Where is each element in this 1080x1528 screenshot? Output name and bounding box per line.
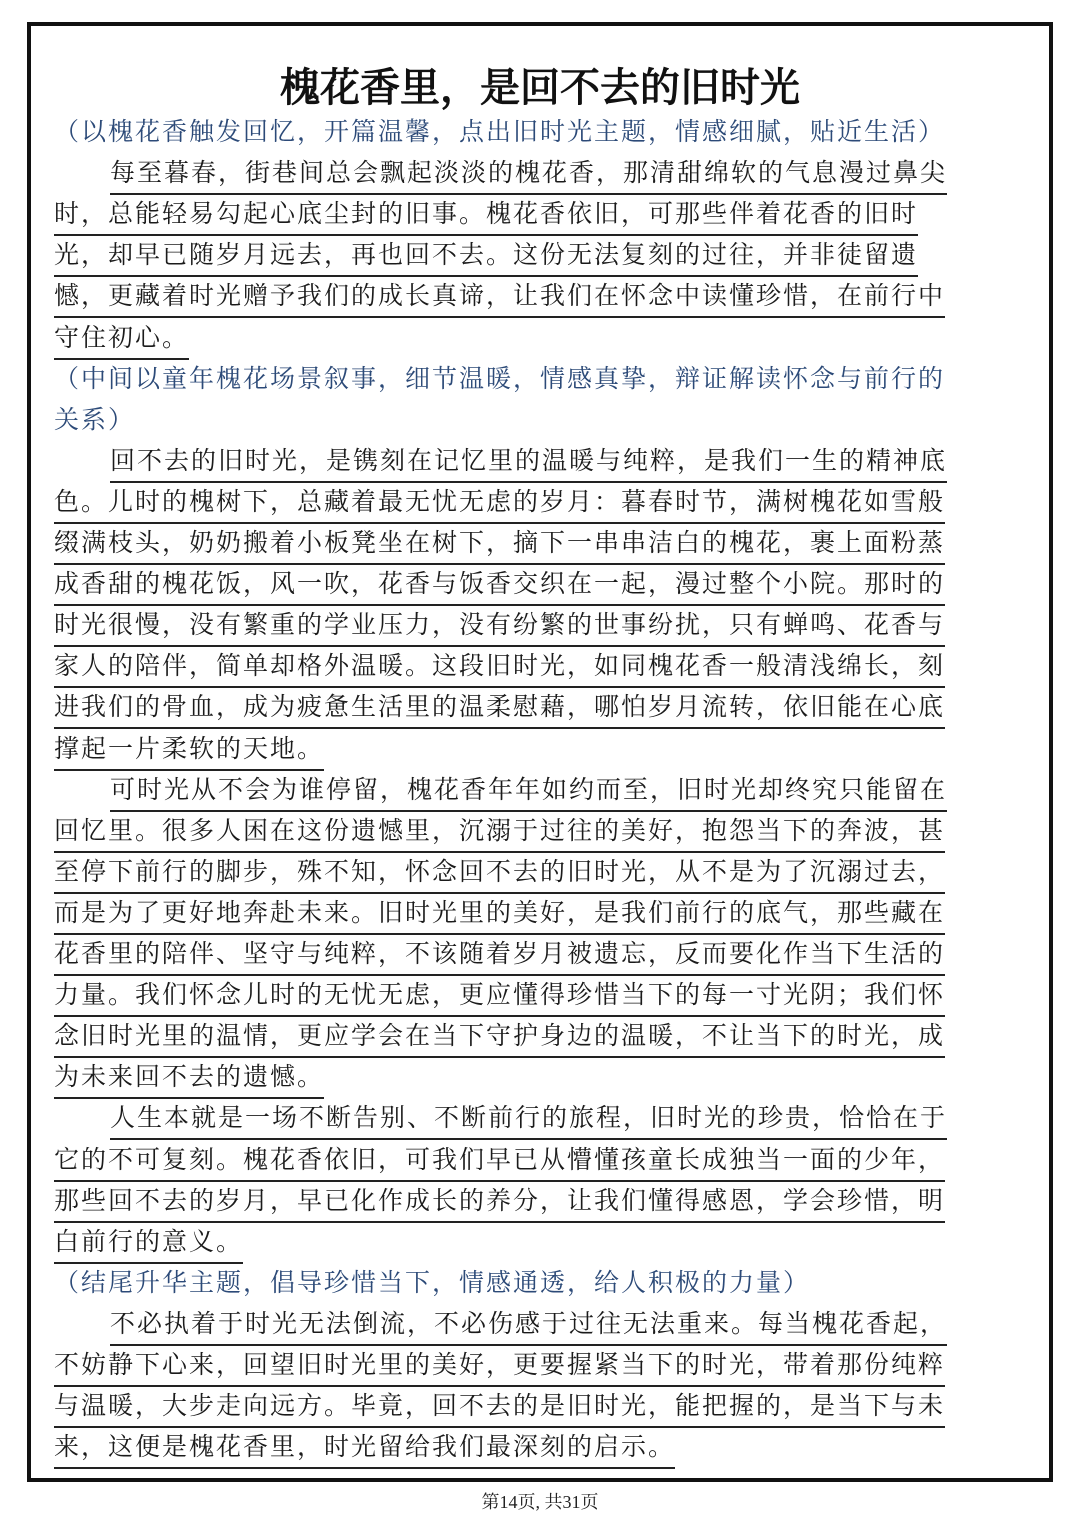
essay-line: 缀满枝头，奶奶搬着小板凳坐在树下，摘下一串串洁白的槐花，裹上面粉蒸 xyxy=(54,523,945,565)
essay-line: 时光很慢，没有繁重的学业压力，没有纷繁的世事纷扰，只有蝉鸣、花香与 xyxy=(54,605,945,647)
essay-line: 进我们的骨血，成为疲惫生活里的温柔慰藉，哪怕岁月流转，依旧能在心底 xyxy=(54,687,945,729)
essay-line: 不妨静下心来，回望旧时光里的美好，更要握紧当下的时光，带着那份纯粹 xyxy=(54,1345,945,1387)
annotation-line: （以槐花香触发回忆，开篇温馨，点出旧时光主题，情感细腻，贴近生活） xyxy=(54,117,946,146)
essay-line: 来，这便是槐花香里，时光留给我们最深刻的启示。 xyxy=(54,1427,675,1469)
essay-line: 家人的陪伴，简单却格外温暖。这段旧时光，如同槐花香一般清浅绵长，刻 xyxy=(54,646,945,688)
essay-line: 成香甜的槐花饭，风一吹，花香与饭香交织在一起，漫过整个小院。那时的 xyxy=(54,564,945,606)
essay-title: 槐花香里，是回不去的旧时光 xyxy=(280,65,800,111)
essay-line: 而是为了更好地奔赴未来。旧时光里的美好，是我们前行的底气，那些藏在 xyxy=(54,893,945,935)
essay-line: 不必执着于时光无法倒流，不必伤感于过往无法重来。每当槐花香起， xyxy=(110,1304,947,1346)
essay-line: 时，总能轻易勾起心底尘封的旧事。槐花香依旧，可那些伴着花香的旧时 xyxy=(54,194,918,236)
essay-line: 念旧时光里的温情，更应学会在当下守护身边的温暖，不让当下的时光，成 xyxy=(54,1016,945,1058)
essay-line: 白前行的意义。 xyxy=(54,1222,243,1264)
essay-line: 至停下前行的脚步，殊不知，怀念回不去的旧时光，从不是为了沉溺过去， xyxy=(54,852,945,894)
essay-line: 那些回不去的岁月，早已化作成长的养分，让我们懂得感恩，学会珍惜，明 xyxy=(54,1181,945,1223)
essay-line: 色。儿时的槐树下，总藏着最无忧无虑的岁月：暮春时节，满树槐花如雪般 xyxy=(54,482,945,524)
essay-line: 憾，更藏着时光赠予我们的成长真谛，让我们在怀念中读懂珍惜，在前行中 xyxy=(54,276,945,318)
essay-line: 人生本就是一场不断告别、不断前行的旅程，旧时光的珍贵，恰恰在于 xyxy=(110,1098,947,1140)
essay-line: 与温暖，大步走向远方。毕竟，回不去的是旧时光，能把握的，是当下与未 xyxy=(54,1386,945,1428)
annotation-line: （中间以童年槐花场景叙事，细节温暖，情感真挚，辩证解读怀念与前行的 xyxy=(54,364,946,393)
essay-line: 守住初心。 xyxy=(54,318,189,360)
essay-line: 回不去的旧时光，是镌刻在记忆里的温暖与纯粹，是我们一生的精神底 xyxy=(110,441,947,483)
essay-line: 可时光从不会为谁停留，槐花香年年如约而至，旧时光却终究只能留在 xyxy=(110,770,947,812)
essay-line: 为未来回不去的遗憾。 xyxy=(54,1057,324,1099)
essay-line: 它的不可复刻。槐花香依旧，可我们早已从懵懂孩童长成独当一面的少年， xyxy=(54,1140,945,1182)
essay-line: 每至暮春，街巷间总会飘起淡淡的槐花香，那清甜绵软的气息漫过鼻尖 xyxy=(110,153,947,195)
essay-line: 光，却早已随岁月远去，再也回不去。这份无法复刻的过往，并非徒留遗 xyxy=(54,235,918,277)
essay-line: 花香里的陪伴、坚守与纯粹，不该随着岁月被遗忘，反而要化作当下生活的 xyxy=(54,934,945,976)
essay-line: 回忆里。很多人困在这份遗憾里，沉溺于过往的美好，抱怨当下的奔波，甚 xyxy=(54,811,945,853)
essay-line: 力量。我们怀念儿时的无忧无虑，更应懂得珍惜当下的每一寸光阴；我们怀 xyxy=(54,975,945,1017)
page-number: 第14页, 共31页 xyxy=(481,1492,599,1512)
annotation-line: （结尾升华主题，倡导珍惜当下，情感通透，给人积极的力量） xyxy=(54,1268,811,1297)
annotation-line: 关系） xyxy=(54,405,136,434)
essay-line: 撑起一片柔软的天地。 xyxy=(54,729,324,771)
